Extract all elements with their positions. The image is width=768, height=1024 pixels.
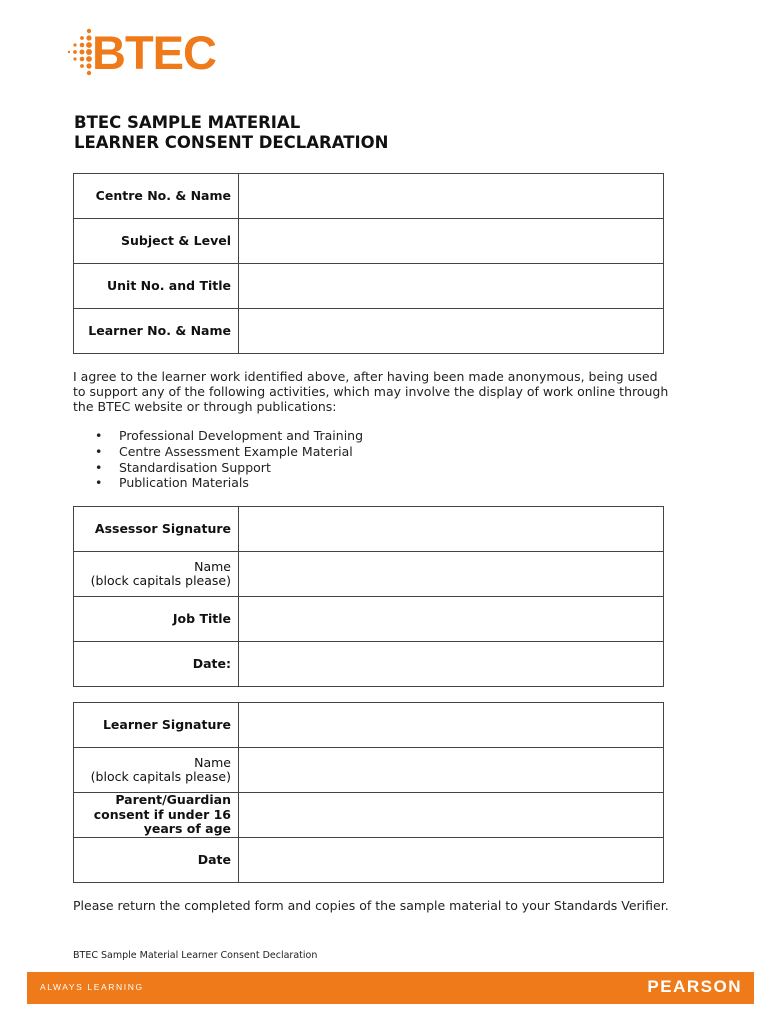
assessor-name-label: Name (block capitals please) [74, 552, 239, 597]
table-row [74, 309, 664, 354]
assessor-date-label: Date: [74, 642, 239, 687]
learner-table [73, 702, 664, 883]
title-line-1: BTEC SAMPLE MATERIAL [74, 113, 301, 132]
guardian-consent-field[interactable] [239, 793, 664, 838]
list-item: • Standardisation Support [95, 459, 271, 475]
title-line-2: LEARNER CONSENT DECLARATION [74, 133, 389, 152]
learner-date-label: Date [74, 838, 239, 883]
learner-name-field[interactable] [239, 748, 664, 793]
logo-dots-icon [64, 27, 94, 77]
learner-date-field[interactable] [239, 838, 664, 883]
footer-tagline: ALWAYS LEARNING [40, 982, 144, 992]
activities-list [73, 428, 363, 491]
guardian-consent-label: Parent/Guardian consent if under 16 years of age [74, 793, 239, 838]
logo-text: BTEC [92, 25, 216, 79]
footer-bar [27, 972, 754, 1004]
learner-signature-field[interactable] [239, 703, 664, 748]
table-row [74, 838, 664, 883]
learner-no-field[interactable] [239, 309, 664, 354]
table-row [74, 219, 664, 264]
bullet-icon: • [95, 475, 103, 491]
agreement-text: I agree to the learner work identified above, after having been made anonymous, being used to support any of the following activities, which may involve the display of work online through the BTEC website or through publications: [73, 369, 669, 414]
footnote: BTEC Sample Material Learner Consent Declaration [73, 950, 318, 961]
bullet-icon: • [95, 459, 103, 475]
assessor-date-field[interactable] [239, 642, 664, 687]
table-row [74, 264, 664, 309]
table-row [74, 507, 664, 552]
table-row [74, 552, 664, 597]
list-item: • Publication Materials [95, 475, 249, 491]
table-row [74, 642, 664, 687]
subject-field[interactable] [239, 219, 664, 264]
bullet-icon: • [95, 428, 103, 443]
list-item: • Professional Development and Training [95, 428, 364, 443]
learner-name-label: Name (block capitals please) [74, 748, 239, 793]
centre-field[interactable] [239, 174, 664, 219]
page-title [74, 113, 388, 153]
table-row [74, 703, 664, 748]
subject-label: Subject & Level [74, 219, 239, 264]
learner-signature-label: Learner Signature [74, 703, 239, 748]
bullet-icon: • [95, 443, 103, 459]
assessor-table [73, 506, 664, 687]
unit-label: Unit No. and Title [74, 264, 239, 309]
assessor-signature-field[interactable] [239, 507, 664, 552]
table-row [74, 174, 664, 219]
assessor-name-field[interactable] [239, 552, 664, 597]
pearson-logo: PEARSON [647, 977, 742, 996]
btec-logo [64, 24, 216, 80]
table-row [74, 597, 664, 642]
return-note: Please return the completed form and copies of the sample material to your Standards Verifier. [73, 898, 669, 913]
learner-no-label: Learner No. & Name [74, 309, 239, 354]
assessor-signature-label: Assessor Signature [74, 507, 239, 552]
details-table [73, 173, 664, 354]
table-row [74, 793, 664, 838]
table-row [74, 748, 664, 793]
list-item: • Centre Assessment Example Material [95, 443, 353, 459]
centre-label: Centre No. & Name [74, 174, 239, 219]
job-title-label: Job Title [74, 597, 239, 642]
job-title-field[interactable] [239, 597, 664, 642]
unit-field[interactable] [239, 264, 664, 309]
